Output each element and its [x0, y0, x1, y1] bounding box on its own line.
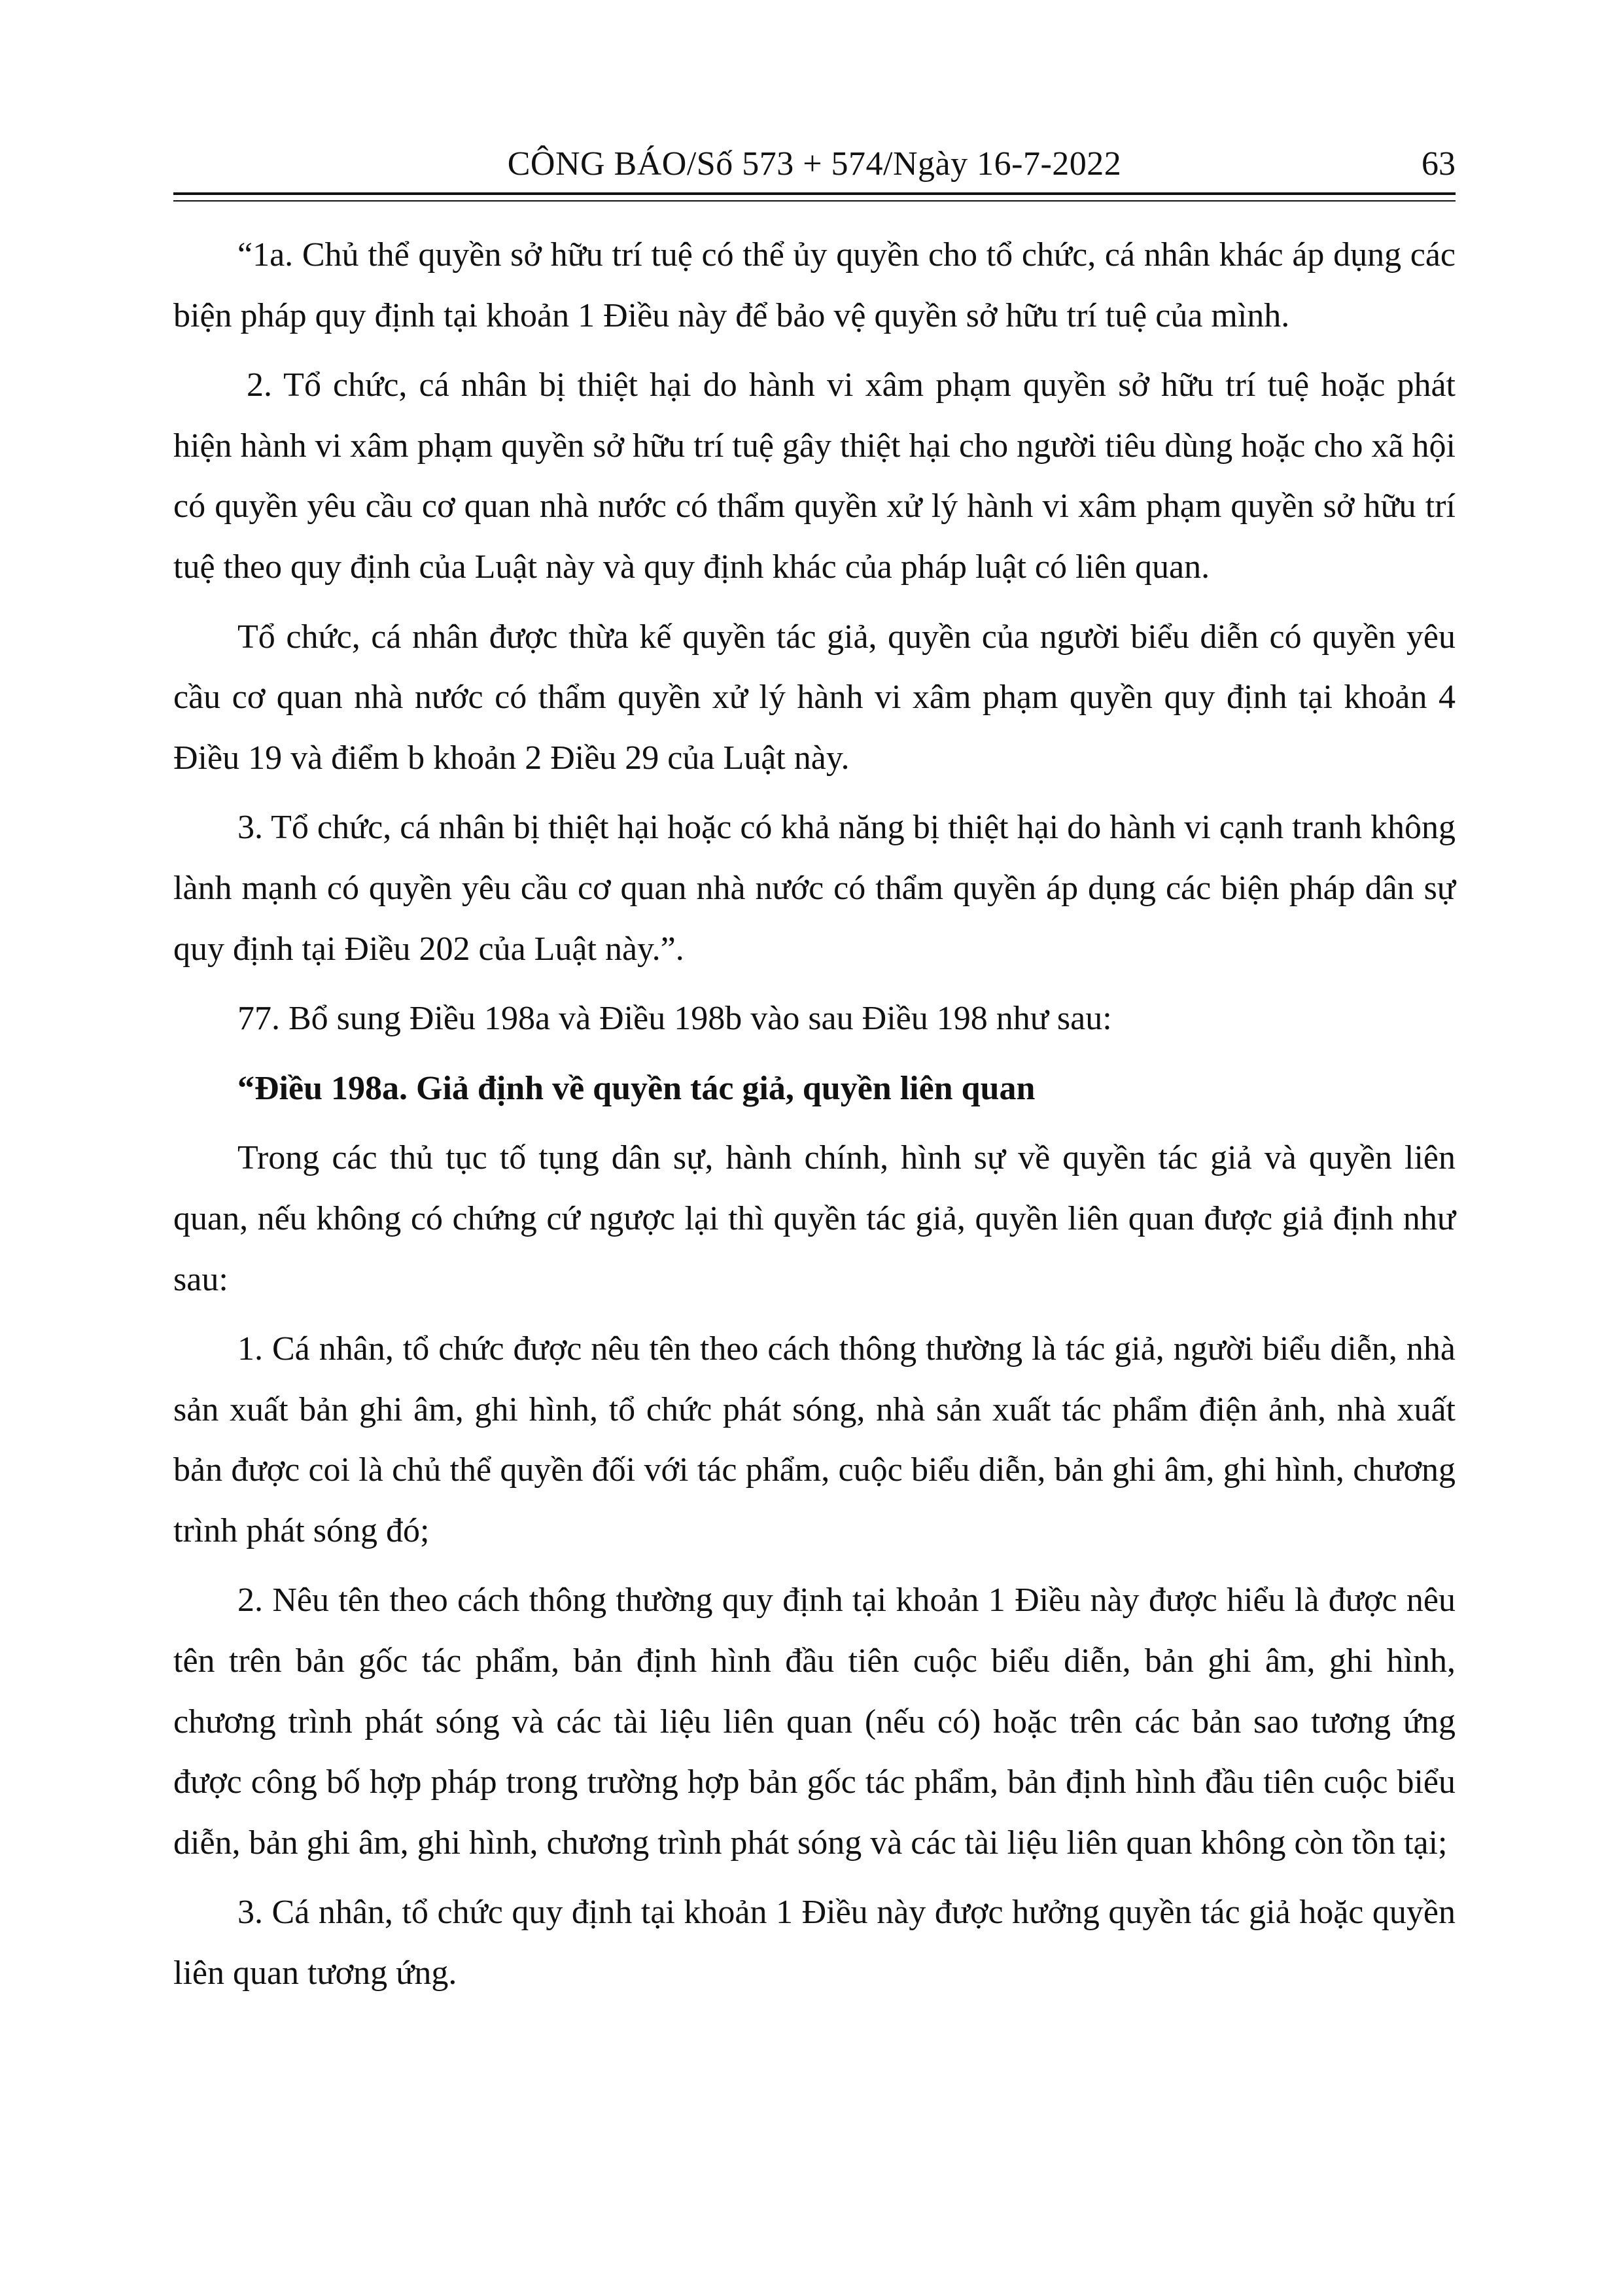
document-body: [173, 225, 1456, 2013]
header-rule-thin: [173, 200, 1456, 202]
gazette-title: CÔNG BÁO/Số 573 + 574/Ngày 16-7-2022: [507, 145, 1122, 183]
paragraph-clause-3: 3. Tổ chức, cá nhân bị thiệt hại hoặc có khả năng bị thiệt hại do hành vi cạnh tranh không lành mạnh có quyền yêu cầu cơ quan nhà nước có thẩm quyền áp dụng các biện pháp dân sự quy định tại Điều 202 của Luật này.”.: [173, 809, 1456, 968]
page-header: [173, 136, 1456, 192]
paragraph-clause-1a: “1a. Chủ thể quyền sở hữu trí tuệ có thể ủy quyền cho tổ chức, cá nhân khác áp dụng các biện pháp quy định tại khoản 1 Điều này để bảo vệ quyền sở hữu trí tuệ của mình.: [173, 236, 1456, 334]
paragraph-presumption-2: 2. Nêu tên theo cách thông thường quy định tại khoản 1 Điều này được hiểu là được nêu tên trên bản gốc tác phẩm, bản định hình đầu tiên cuộc biểu diễn, bản ghi âm, ghi hình, chương trình phát sóng và các tài liệu liên quan (nếu có) hoặc trên các bản sao tương ứng được công bố hợp pháp trong trường hợp bản gốc tác phẩm, bản định hình đầu tiên cuộc biểu diễn, bản ghi âm, ghi hình, chương trình phát sóng và các tài liệu liên quan không còn tồn tại;: [173, 1581, 1456, 1862]
paragraph-clause-2: 2. Tổ chức, cá nhân bị thiệt hại do hành vi xâm phạm quyền sở hữu trí tuệ hoặc phát hiện hành vi xâm phạm quyền sở hữu trí tuệ gây thiệt hại cho người tiêu dùng hoặc cho xã hội có quyền yêu cầu cơ quan nhà nước có thẩm quyền xử lý hành vi xâm phạm quyền sở hữu trí tuệ theo quy định của Luật này và quy định khác của pháp luật có liên quan.: [173, 366, 1456, 586]
paragraph-presumption-1: 1. Cá nhân, tổ chức được nêu tên theo cách thông thường là tác giả, người biểu diễn, nhà sản xuất bản ghi âm, ghi hình, tổ chức phát sóng, nhà sản xuất tác phẩm điện ảnh, nhà xuất bản được coi là chủ thể quyền đối với tác phẩm, cuộc biểu diễn, bản ghi âm, ghi hình, chương trình phát sóng đó;: [173, 1330, 1456, 1549]
paragraph-presumption-3: 3. Cá nhân, tổ chức quy định tại khoản 1 Điều này được hưởng quyền tác giả hoặc quyền liên quan tương ứng.: [173, 1894, 1456, 1992]
paragraph-amendment-77: 77. Bổ sung Điều 198a và Điều 198b vào sau Điều 198 như sau:: [237, 1000, 1112, 1038]
paragraph-inheritance: Tổ chức, cá nhân được thừa kế quyền tác giả, quyền của người biểu diễn có quyền yêu cầu cơ quan nhà nước có thẩm quyền xử lý hành vi xâm phạm quyền quy định tại khoản 4 Điều 19 và điểm b khoản 2 Điều 29 của Luật này.: [173, 618, 1456, 777]
paragraph-presumption-intro: Trong các thủ tục tố tụng dân sự, hành chính, hình sự về quyền tác giả và quyền liên quan, nếu không có chứng cứ ngược lại thì quyền tác giả, quyền liên quan được giả định như sau:: [173, 1139, 1456, 1298]
header-rule-thick: [173, 192, 1456, 195]
article-198a-title: “Điều 198a. Giả định về quyền tác giả, quyền liên quan: [237, 1069, 1036, 1107]
page-number: 63: [1422, 145, 1456, 183]
